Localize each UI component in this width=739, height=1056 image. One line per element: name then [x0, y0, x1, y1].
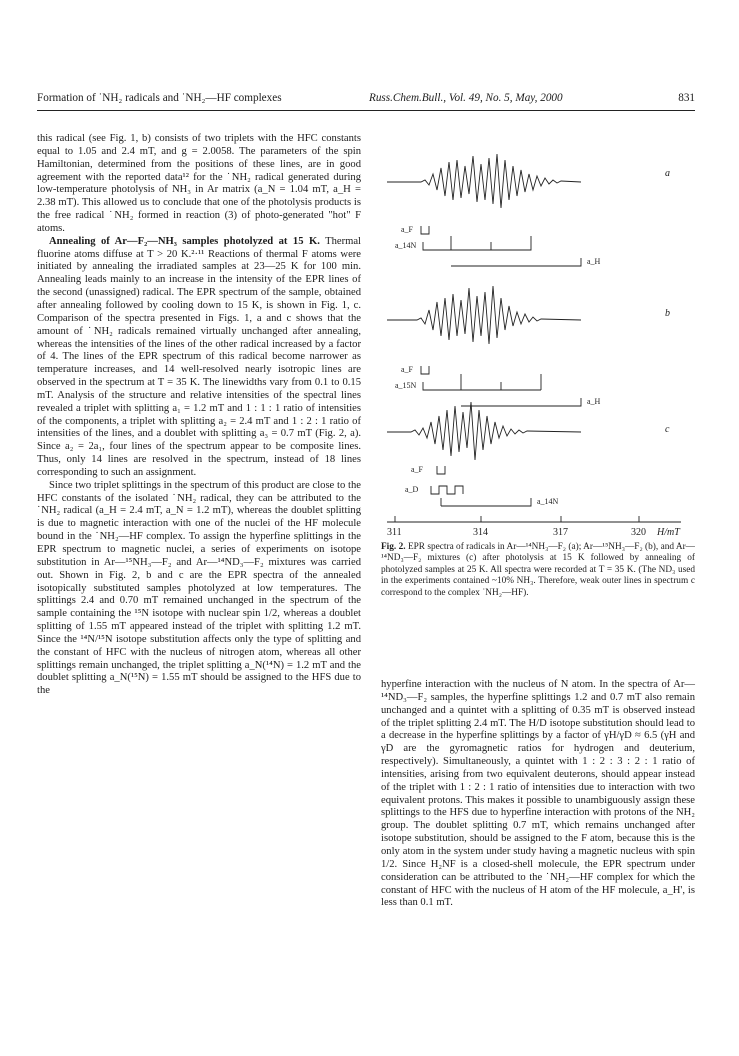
spectrum-c-trace	[387, 402, 581, 460]
x-tick-label-314: 314	[473, 527, 488, 538]
running-header	[37, 90, 695, 111]
spectrum-a-stick-diagram	[421, 226, 581, 266]
stick-label-c-d: a_D	[405, 485, 419, 494]
x-tick-label-320: 320	[631, 527, 646, 538]
right-column	[381, 679, 695, 910]
paragraph-1: this radical (see Fig. 1, b) consists of two triplets with the HFC constants equal to 1.05 and 2.4 mT, and g = 2.0058. The parameters of the spin Hamiltonian, determined from the positions of these lines, are in good agreement with the reported data¹² for the ˙NH₂ radical generated during low-temperature photolysis of NH₃ in Ar matrix (a_N = 1.04 mT, a_H = 2.38 mT). This allowed us to conclude that one of the photolysis products is the free radical ˙NH₂ formed in reaction (3) of photo-generated "hot" F atoms.	[37, 133, 361, 234]
stick-label-a-h: a_H	[587, 257, 601, 266]
x-tick-label-317: 317	[553, 527, 568, 538]
spectrum-c-stick-diagram	[431, 466, 531, 506]
header-page-number: 831	[678, 92, 695, 104]
spectrum-b-stick-diagram	[421, 366, 581, 406]
paragraph-2-body: Thermal fluorine atoms diffuse at T > 20 K.²·¹¹ Reactions of thermal F atoms were initiated by annealing the irradiated samples at 23—25 K for 100 min. Annealing leads mainly to an increase in the intensity of the EPR lines of the second (unassigned) radical. The EPR spectrum of the sample, obtained after annealing followed by cooling down to 15 K, is shown in Fig. 1, c. Comparison of the spectra presented in Figs. 1, a and c shows that the amount of ˙NH₂ radicals remained virtually unchanged after annealing, whereas the intensities of the lines of the other radical increased by a factor of 4. The lines of the EPR spectrum of this radical become narrower as temperature increases, and 14 well-resolved nearly isotropic lines are observed in the spectrum at T = 35 K. The linewidths vary from 0.1 to 0.15 mT. Analysis of the structure and relative intensities of the spectral lines revealed a triplet with splitting a₁ = 1.2 mT and 1 : 1 : 1 ratio of intensities of the components, a triplet with splitting a₂ = 2.4 mT and 1 : 2 : 1 ratio of intensities of the lines, and a doublet with splitting a₃ = 0.7 mT (Fig. 2, a). Since a₂ = 2a₁, four lines of the spectrum appear to be composite lines. Thus, only 14 lines are resolved in the spectrum, instead of 18 lines corresponding to such an assignment.	[37, 235, 361, 478]
x-axis-unit: H/mT	[657, 527, 680, 538]
panel-label-c: c	[665, 424, 670, 435]
stick-label-b-f: a_F	[401, 365, 413, 374]
caption-label: Fig. 2.	[381, 542, 406, 552]
epr-spectra-plot	[381, 130, 695, 540]
paragraph-right-1: hyperfine interaction with the nucleus of N atom. In the spectra of Ar—¹⁴ND₃—F₂ samples, the hyperfine splittings 1.2 and 0.7 mT also remain unchanged and a quintet with a splitting of 0.35 mT is observed instead of the triplet splitting 2.4 mT. The H/D isotope substitution should lead to a decrease in the hyperfine splittings by a factor of γH/γD ≈ 6.5 (γH and γD are the gyromagnetic ratios for hydrogen and deuterium, respectively). Simultaneously, a quintet with 1 : 2 : 3 : 2 : 1 ratio of intensities, arising from two equivalent deuterons, should appear instead of the triplet with 1 : 2 : 1 ratio of intensities due to interaction with two equivalent protons. This makes it possible to unambiguously assign these splittings to the HFS due to hyperfine interaction with protons of the NH₂ group. The doublet splitting 0.7 mT, which remains unchanged after isotope substitution, should be assigned to the F atom, because this is the only atom in the system under study having a magnetic nucleus with spin 1/2. Since H₂NF is a closed-shell molecule, the EPR spectrum under consideration can be attributed to the ˙NH₂—HF complex for which the constant of HFC with the nucleus of H atom of the HF molecule, a_H', is less than 0.1 mT.	[381, 679, 695, 909]
header-journal: Russ.Chem.Bull., Vol. 49, No. 5, May, 2000	[369, 92, 563, 104]
stick-label-c-f: a_F	[411, 465, 423, 474]
stick-label-b-15n: a_15N	[395, 381, 417, 390]
x-tick-label-311: 311	[387, 527, 402, 538]
spectrum-b-trace	[387, 286, 581, 344]
panel-label-b: b	[665, 308, 670, 319]
paragraph-2	[37, 236, 361, 480]
paragraph-3: Since two triplet splittings in the spectrum of this product are close to the HFC constants of the isolated ˙NH₂ radical, they can be attributed to the ˙NH₂ radical (a_H = 2.4 mT, a_N = 1.2 mT), whereas the doublet splitting is due to magnetic interaction with one of the nuclei of the HF molecule bound in the ˙NH₂—HF complex. To assign the hyperfine splittings in the EPR spectrum to magnetic nuclei, a series of experiments on isotope substitution in Ar—¹⁵NH₃—F₂ and Ar—¹⁴ND₃—F₂ mixtures was carried out. Shown in Fig. 2, b and c are the EPR spectra of the annealed isotopically substituted samples photolyzed at low temperatures. The splittings 2.4 and 0.70 mT remained unchanged in the spectrum of the sample containing the ¹⁵N isotope with nuclear spin 1/2, whereas a doublet splitting of 1.55 mT appeared instead of the triplet with splitting 1.2 mT. Since the ¹⁴N/¹⁵N isotope substitution affects only the type of splitting and the constant of HFC with the nucleus of nitrogen atom, whereas all other splittings remain unchanged, the triplet splitting a_N(¹⁴N) = 1.2 mT and the doublet splitting a_N(¹⁵N) = 1.55 mT should be assigned to the HFS due to the	[37, 479, 361, 697]
stick-label-c-14n: a_14N	[537, 497, 559, 506]
stick-label-b-h: a_H	[587, 397, 601, 406]
header-article-title: Formation of ˙NH₂ radicals and ˙NH₂—HF complexes	[37, 92, 282, 104]
spectrum-a-trace	[387, 154, 581, 208]
caption-text: EPR spectra of radicals in Ar—¹⁴NH₃—F₂ (a); Ar—¹⁵NH₃—F₂ (b), and Ar—¹⁴ND₃—F₂ mixtures (c) after photolysis at 15 K followed by annealing of photolyzed samples at 25 K. All spectra were recorded at T = 35 K. (The ND₃ used in the experiments contained ~10% NH₃. Therefore, weak outer lines in spectrum c correspond to the complex ˙NH₂—HF).	[381, 542, 695, 598]
stick-label-a-14n: a_14N	[395, 241, 417, 250]
section-heading-annealing: Annealing of Ar—F₂—NH₃ samples photolyzed at 15 K.	[49, 235, 320, 247]
left-column	[37, 133, 361, 698]
stick-label-a-f: a_F	[401, 225, 413, 234]
figure-2-caption	[381, 542, 695, 599]
panel-label-a: a	[665, 168, 670, 179]
